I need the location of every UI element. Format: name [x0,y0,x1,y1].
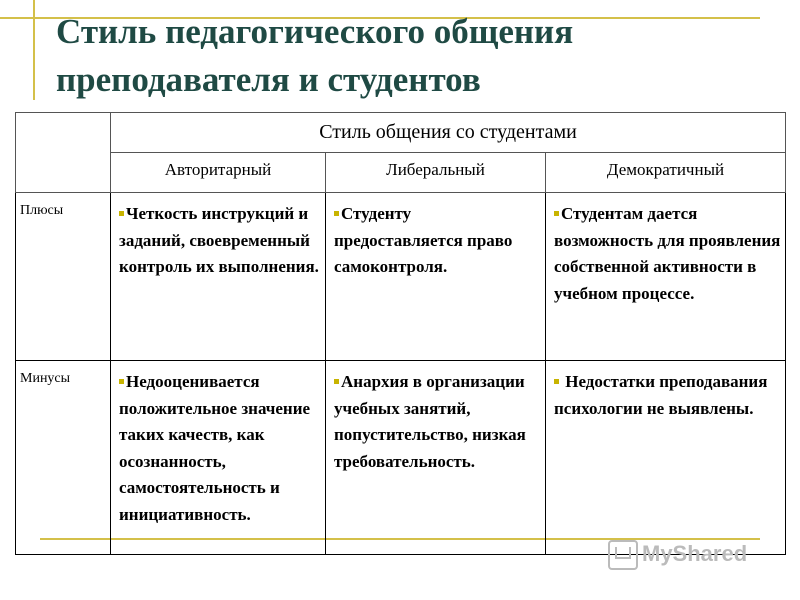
presentation-icon [608,540,638,570]
cell-text: Четкость инструкций и заданий, своевременный контроль их выполнения. [119,204,319,276]
column-header-authoritarian: Авторитарный [111,153,326,193]
decorative-line-vertical [33,0,35,100]
cell-text: Недостатки преподавания психологии не выявлены. [554,372,768,418]
cell-text: Анархия в организации учебных занятий, попустительство, низкая требовательность. [334,372,526,471]
slide-title-line-2: преподавателя и студентов [56,60,481,99]
table-main-header: Стиль общения со студентами [111,113,786,153]
row-label-cons: Минусы [16,361,111,555]
table-cell [326,361,546,555]
table-cell [111,193,326,361]
table-cell [546,193,786,361]
column-header-liberal: Либеральный [326,153,546,193]
bullet-icon [554,379,559,384]
watermark-text: MyShared [642,541,748,566]
bullet-icon [119,211,124,216]
bullet-icon [334,379,339,384]
row-label-pros: Плюсы [16,193,111,361]
table-cell [111,361,326,555]
table-corner-cell [16,113,111,193]
table-cell [546,361,786,555]
cell-text: Студенту предоставляется право самоконтроля. [334,204,513,276]
cell-text: Недооценивается положительное значение таких качеств, как осознанность, самостоятельность и инициативность. [119,372,311,524]
table-cell [326,193,546,361]
bullet-icon [334,211,339,216]
bullet-icon [554,211,559,216]
column-header-democratic: Демократичный [546,153,786,193]
bullet-icon [119,379,124,384]
comparison-table [15,112,786,555]
slide-title-line-1: Стиль педагогического общения [56,12,574,51]
cell-text: Студентам дается возможность для проявления собственной активности в учебном процессе. [554,204,781,303]
watermark-logo [608,538,747,570]
slide-title [56,8,776,104]
